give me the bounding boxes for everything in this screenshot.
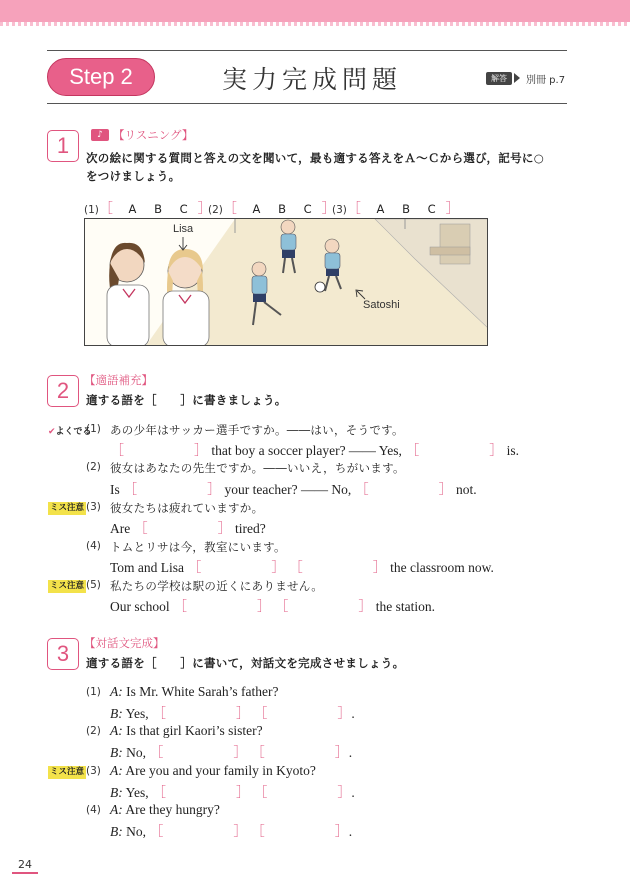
q1-number: 1 [47,130,79,162]
q2-item2-num: (2) [86,461,101,473]
q2-item4-jp: トムとリサは今，教室にいます。 [110,540,286,554]
q3-item1-a: A: Is Mr. White Sarah’s father? [110,684,279,699]
music-note-icon: ♪ [91,129,109,141]
page-number: 24 [18,858,32,871]
q2-item3-num: (3) [86,501,101,513]
q1-choice-2[interactable]: (2)［ A B C ］ [208,201,336,217]
badge-miss-3: ミス注意 [50,503,85,513]
badge-yokuderu: ✔よくでる [48,427,92,437]
q2-item2-jp: 彼女はあなたの先生ですか。――いいえ，ちがいます。 [110,461,405,475]
illustration-svg [85,219,488,346]
q3-item1-b: B: Yes, ［ ］ ［ ］. [110,706,355,722]
q3-item3-b: B: Yes, ［ ］ ［ ］. [110,785,355,801]
page-title: 実力完成問題 [222,65,403,94]
page-number-underline [12,872,38,874]
answer-ref: 別冊 p.7 [526,75,566,86]
top-dots [0,22,630,26]
step-label: Step 2 [47,58,155,96]
q3-item3-a: A: Are you and your family in Kyoto? [110,763,316,778]
label-lisa: Lisa [173,223,194,235]
q2-item1-num: (1) [86,423,101,435]
q1-instruction-line2: をつけましょう。 [86,169,181,183]
q3-tag: 【対話文完成】 [84,636,165,650]
q3-item2-b: B: No, ［ ］ ［ ］. [110,745,353,761]
q2-item4-en: Tom and Lisa ［ ］ ［ ］ the classroom now. [110,560,494,576]
label-satoshi: Satoshi [363,299,400,311]
q3-item3-num: (3) [86,765,101,777]
q2-item5-en: Our school ［ ］ ［ ］ the station. [110,599,435,615]
q1-choice-3[interactable]: (3)［ A B C ］ [332,201,460,217]
q3-item4-num: (4) [86,804,101,816]
q2-item5-jp: 私たちの学校は駅の近くにありません。 [110,579,324,593]
q3-instruction: 適する語を［ ］に書いて，対話文を完成させましょう。 [86,656,405,670]
q1-instruction-line1: 次の絵に関する質問と答えの文を聞いて，最も適する答えをＡ～Ｃから選び，記号に○ [86,151,545,165]
q3-item4-b: B: No, ［ ］ ［ ］. [110,824,353,840]
arrow-right-icon [514,73,520,83]
listening-illustration [84,218,488,346]
q2-item5-num: (5) [86,579,101,591]
q3-item2-a: A: Is that girl Kaori’s sister? [110,723,263,738]
answer-badge: 解答 [486,72,512,85]
q1-choice-1[interactable]: (1)［ A B C ］ [84,201,212,217]
q1-tag: 【リスニング】 [113,128,194,142]
q2-item4-num: (4) [86,540,101,552]
q2-item2-en: Is ［ ］ your teacher? ―― No, ［ ］ not. [110,482,477,498]
badge-miss-q3: ミス注意 [50,767,85,777]
header-rule-top [47,50,567,51]
q2-item3-jp: 彼女たちは疲れていますか。 [110,501,264,515]
q2-instruction: 適する語を［ ］に書きましょう。 [86,393,287,407]
q2-item1-en: ［ ］ that boy a soccer player? ―― Yes, ［ ］ is. [110,443,519,459]
badge-miss-5: ミス注意 [50,581,85,591]
q2-item3-en: Are ［ ］ tired? [110,521,266,537]
header-rule-bottom [47,103,567,104]
q2-item1-jp: あの少年はサッカー選手ですか。――はい，そうです。 [110,423,404,437]
q3-item2-num: (2) [86,725,101,737]
q3-number: 3 [47,638,79,670]
q3-item1-num: (1) [86,686,101,698]
q2-number: 2 [47,375,79,407]
q2-tag: 【適語補充】 [84,373,153,387]
top-band [0,0,630,22]
q3-item4-a: A: Are they hungry? [110,802,220,817]
